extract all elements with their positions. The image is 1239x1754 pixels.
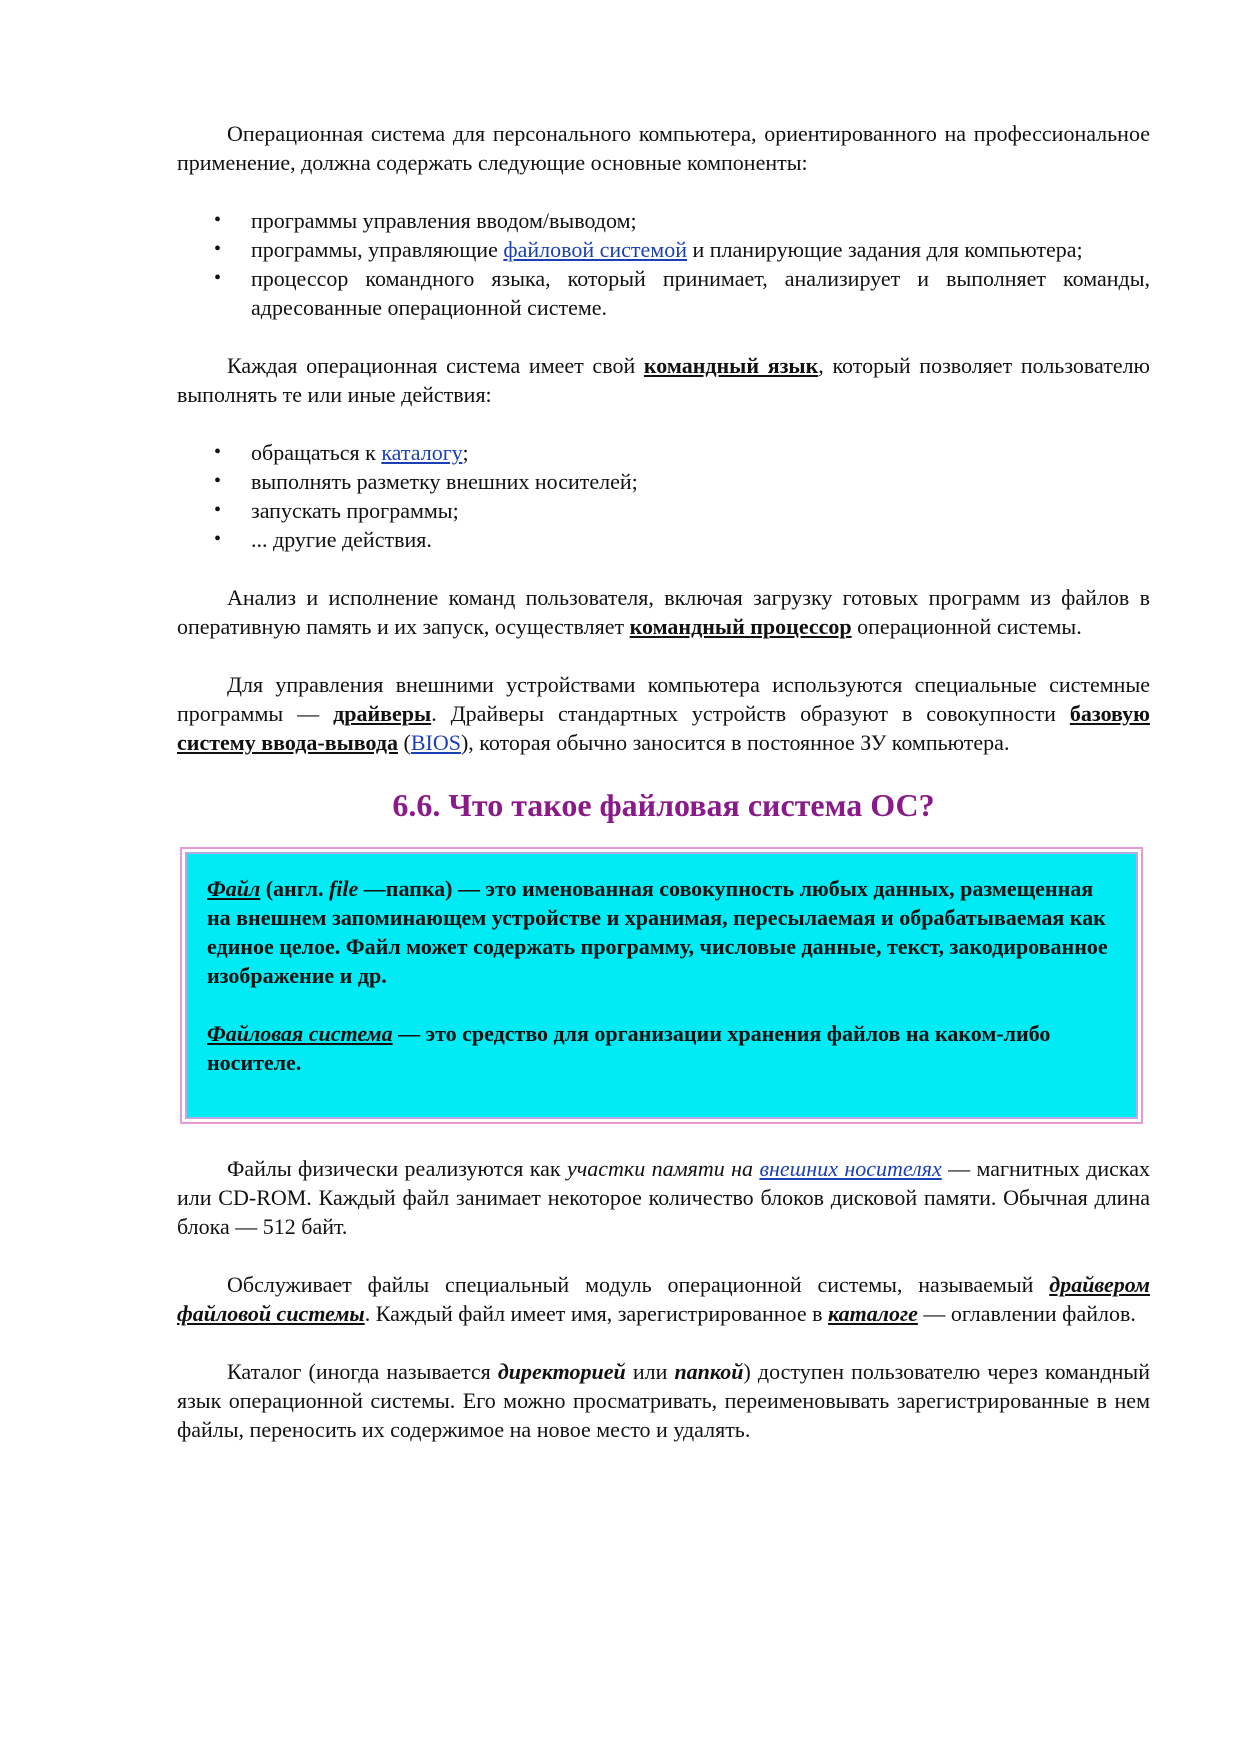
link-bios[interactable]: BIOS (410, 730, 461, 755)
list-item: • ... другие действия. (251, 525, 1150, 554)
text: Каждая операционная система имеет свой (227, 353, 644, 378)
term-directory: директорией (497, 1359, 626, 1384)
list-item: • программы управления вводом/выводом; (251, 206, 1150, 235)
text: —папка) — это именованная совокупность любых данных, размещенная на внешнем запоминающем устройстве и хранимая, пересылаемая и обрабатываемая как единое целое. Файл может содержать программу, числовые данные, текст, закодированное изображение и др. (207, 876, 1108, 988)
paragraph-files-physical (177, 1154, 1150, 1241)
text: Файлы физически реализуются как (227, 1156, 568, 1181)
text: обращаться к (251, 440, 382, 465)
text: — это средство для организации хранения файлов на каком-либо носителе. (207, 1021, 1051, 1075)
paragraph-intro: Операционная система для персонального компьютера, ориентированного на профессиональное применение, должна содержать следующие основные компоненты: (177, 121, 1150, 175)
paragraph-catalog (177, 1357, 1150, 1444)
list-item: • процессор командного языка, который принимает, анализирует и выполняет команды, адресованные операционной системе. (251, 264, 1150, 322)
text-italic: участки памяти на (567, 1156, 760, 1181)
definition-file (207, 874, 1114, 990)
paragraph-fs-driver (177, 1270, 1150, 1328)
section-heading: 6.6. Что такое файловая система ОС? (392, 787, 935, 823)
term-drivers: драйверы (333, 701, 432, 726)
text: — оглавлении файлов. (917, 1301, 1136, 1326)
list-item (251, 438, 1150, 467)
list-item (251, 235, 1150, 264)
definition-file-system (207, 1019, 1114, 1077)
actions-list (177, 438, 1150, 554)
term-fs-driver: драйвером файловой системы (177, 1272, 1150, 1326)
text: программы, управляющие (251, 237, 504, 262)
definition-box (180, 847, 1143, 1124)
definition-box-inner (185, 852, 1138, 1119)
text: . Драйверы стандартных устройств образуют в совокупности (431, 701, 1070, 726)
text: Обслуживает файлы специальный модуль операционной системы, называемый (227, 1272, 1050, 1297)
paragraph-command-processor (177, 583, 1150, 641)
text: и планирующие задания для компьютера; (687, 237, 1083, 262)
term-file-system: Файловая система (207, 1021, 393, 1046)
text: (англ. (260, 876, 329, 901)
text: или (625, 1359, 675, 1384)
text: ( (397, 730, 411, 755)
text: Каталог (иногда называется (227, 1359, 498, 1384)
components-list (177, 206, 1150, 322)
term-catalog: каталоге (827, 1301, 918, 1326)
term-folder: папкой (674, 1359, 744, 1384)
document-body (177, 119, 1150, 1444)
text: операционной системы. (851, 614, 1082, 639)
link-file-system[interactable]: файловой системой (503, 237, 688, 262)
text: , который позволяет пользователю выполнять те или иные действия: (177, 353, 1150, 407)
term-file: Файл (207, 876, 261, 901)
text: . Каждый файл имеет имя, зарегистрированное в (364, 1301, 828, 1326)
list-item: • выполнять разметку внешних носителей; (251, 467, 1150, 496)
text: ), которая обычно заносится в постоянное ЗУ компьютера. (460, 730, 1010, 755)
term-command-processor: командный процессор (629, 614, 852, 639)
link-catalog[interactable]: каталогу (381, 440, 463, 465)
paragraph-drivers (177, 670, 1150, 757)
term-command-language: командный язык (643, 353, 819, 378)
link-external-media[interactable]: внешних носителях (759, 1156, 942, 1181)
text: Для управления внешними устройствами компьютера используются специальные системные программы — (177, 672, 1150, 726)
text-italic: file (328, 876, 359, 901)
text: Анализ и исполнение команд пользователя, включая загрузку готовых программ из файлов в оперативную память и их запуск, осуществляет (177, 585, 1150, 639)
paragraph-command-language (177, 351, 1150, 409)
term-bios-full: базовую систему ввода-вывода (177, 701, 1150, 755)
text: ; (462, 440, 469, 465)
list-item: • запускать программы; (251, 496, 1150, 525)
text: ) доступен пользователю через командный язык операционной системы. Его можно просматривать, переименовывать зарегистрированные в нем файлы, переносить их содержимое на новое место и удалять. (177, 1359, 1150, 1442)
text: — магнитных дисках или CD-ROM. Каждый файл занимает некоторое количество блоков дисковой памяти. Обычная длина блока — 512 байт. (177, 1156, 1150, 1239)
